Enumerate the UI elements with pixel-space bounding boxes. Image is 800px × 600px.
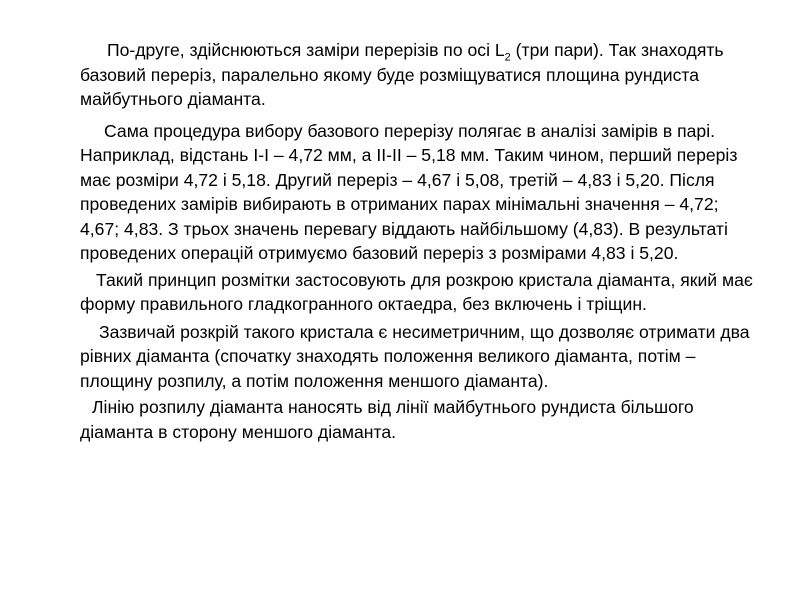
slide-body-text — [80, 38, 760, 444]
paragraph-sawing-line: Лінію розпилу діаманта наносять від лінії майбутнього рундиста більшого діаманта в сторону меншого діаманта. — [80, 397, 694, 442]
paragraph-base-section-procedure: Сама процедура вибору базового перерізу полягає в аналізі замірів в парі. Наприклад, відстань I-I – 4,72 мм, а II-II – 5,18 мм. Таким чином, перший переріз має розміри 4,72 і 5,18. Другий переріз – 4,67 і 5,08, третій – 4,83 і 5,20. Після проведених замірів вибирають в отриманих парах мінімальні значення – 4,72; 4,67; 4,83. З трьох значень перевагу віддають найбільшому (4,83). В результаті проведених операцій отримуємо базовий переріз з розмірами 4,83 і 5,20. — [80, 120, 738, 263]
paragraph-1-text-end: (три пари). Так знаходять базовий переріз, паралельно якому буде розміщуватися площина рундиста майбутнього діаманта. — [80, 40, 724, 109]
paragraph-asymmetric-cut: Зазвичай розкрій такого кристала є несиметричним, що дозволяє отримати два рівних діаманта (спочатку знаходять положення великого діаманта, потім – площину розпилу, а потім положення меншого діаманта). — [80, 321, 750, 391]
axis-subscript: 2 — [504, 51, 511, 64]
paragraph-measurements-axis-l2 — [80, 38, 760, 112]
paragraph-marking-principle: Такий принцип розмітки застосовують для розкрою кристала діаманта, який має форму правильного гладкогранного октаедра, без включень і тріщин. — [80, 269, 753, 314]
paragraph-1-text-start: По-друге, здійснюються заміри перерізів по осі L — [107, 40, 505, 60]
